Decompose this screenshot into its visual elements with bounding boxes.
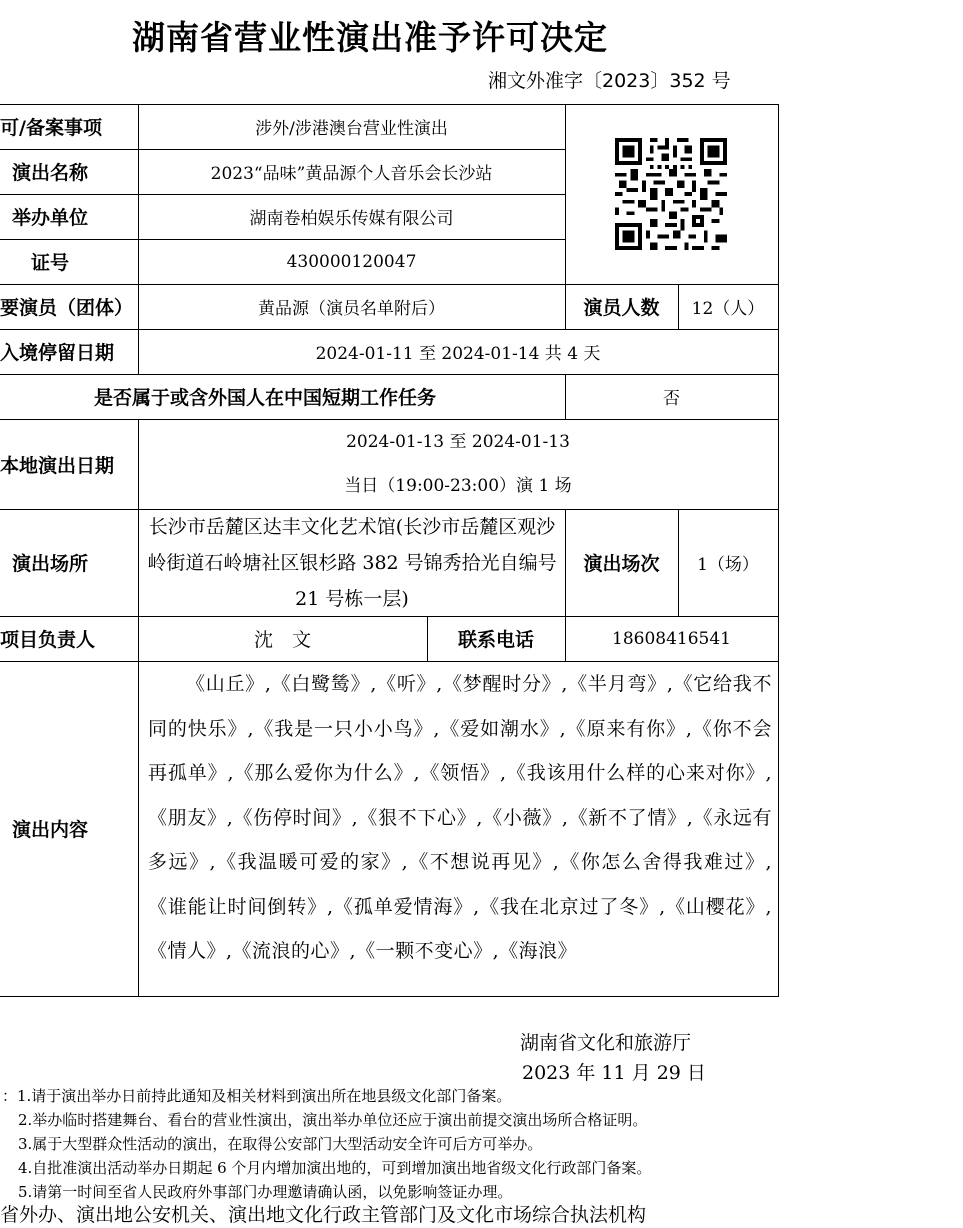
label-venue: 演出场所	[11, 553, 88, 575]
label-stay-dates: 入境停留日期	[0, 342, 115, 364]
label-show-name: 演出名称	[11, 162, 88, 184]
issuer: 湖南省文化和旅游厅	[520, 1032, 692, 1054]
value-cert-no: 430000120047	[286, 251, 417, 272]
note-3: 3.属于大型群众性活动的演出，在取得公安部门大型活动安全许可后方可举办。	[18, 1135, 543, 1153]
value-license-item: 涉外/涉港澳台营业性演出	[255, 119, 448, 139]
issue-date: 2023 年 11 月 29 日	[522, 1062, 706, 1084]
label-sessions: 演出场次	[583, 553, 660, 575]
value-main-performers: 黄品源（演员名单附后）	[258, 299, 445, 319]
note-1: ：1.请于演出举办日前持此通知及相关材料到演出所在地县级文化部门备案。	[2, 1087, 512, 1105]
notes	[0, 1084, 651, 1204]
label-local-dates: 本地演出日期	[0, 454, 115, 477]
value-sessions: 1（场）	[697, 555, 759, 575]
note-4: 4.自批准演出活动举办日期起 6 个月内增加演出地的，可到增加演出地省级文化行政部门备案。	[18, 1159, 652, 1177]
local-dates-schedule: 当日（19:00-23:00）演 1 场	[344, 476, 572, 496]
value-content: 《山丘》,《白鹭鸶》,《听》,《梦醒时分》,《半月弯》,《它给我不同的快乐》,《我是一只小小鸟》,《爱如潮水》,《原来有你》,《你不会再孤单》,《那么爱你为什么》,《领悟》,《我该用什么样的心来对你》,《朋友》,《伤停时间》,《狠不下心》,《小薇》,《新不了情》,《永远有多远》,《我温暖可爱的家》,《不想说再见》,《你怎么舍得我难过》,《谁能让时间倒转》,《孤单爱情海》,《我在北京过了冬》,《山樱花》,《情人》,《流浪的心》,《一颗不变心》,《海浪》	[148, 673, 772, 962]
label-short-term-work: 是否属于或含外国人在中国短期工作任务	[93, 387, 436, 409]
label-license-item: 可/备案事项	[0, 117, 102, 139]
document-number: 湘文外准字〔2023〕352 号	[488, 70, 731, 92]
note-2: 2.举办临时搭建舞台、看台的营业性演出，演出举办单位还应于演出前提交演出场所合格证明。	[18, 1111, 648, 1129]
value-short-term-work: 否	[663, 389, 680, 409]
value-organizer: 湖南卷柏娱乐传媒有限公司	[249, 209, 454, 229]
cc-line: 省外办、演出地公安机关、演出地文化行政主管部门及文化市场综合执法机构	[0, 1204, 647, 1226]
value-show-name: 2023“品味”黄品源个人音乐会长沙站	[210, 164, 493, 184]
label-phone: 联系电话	[457, 629, 534, 651]
value-venue: 长沙市岳麓区达丰文化艺术馆(长沙市岳麓区观沙岭街道石岭塘社区银杉路 382 号锦秀拾光自编号 21 号栋一层)	[147, 515, 557, 610]
label-main-performers: 要演员（团体）	[0, 297, 134, 319]
label-cert-no: 证号	[30, 252, 69, 274]
value-stay-dates: 2024-01-11 至 2024-01-14 共 4 天	[315, 344, 601, 364]
label-organizer: 举办单位	[11, 207, 88, 229]
note-5: 5.请第一时间至省人民政府外事部门办理邀请确认函，以免影响签证办理。	[18, 1183, 513, 1201]
value-project-lead: 沈 文	[253, 629, 311, 651]
label-content: 演出内容	[11, 819, 88, 841]
value-phone: 18608416541	[612, 628, 731, 649]
label-project-lead: 项目负责人	[0, 629, 96, 651]
document-title: 湖南省营业性演出准予许可决定	[132, 18, 608, 57]
value-performer-count: 12（人）	[691, 299, 765, 319]
label-performer-count: 演员人数	[583, 297, 660, 319]
local-dates-range: 2024-01-13 至 2024-01-13	[346, 432, 570, 452]
value-local-dates	[138, 419, 778, 509]
